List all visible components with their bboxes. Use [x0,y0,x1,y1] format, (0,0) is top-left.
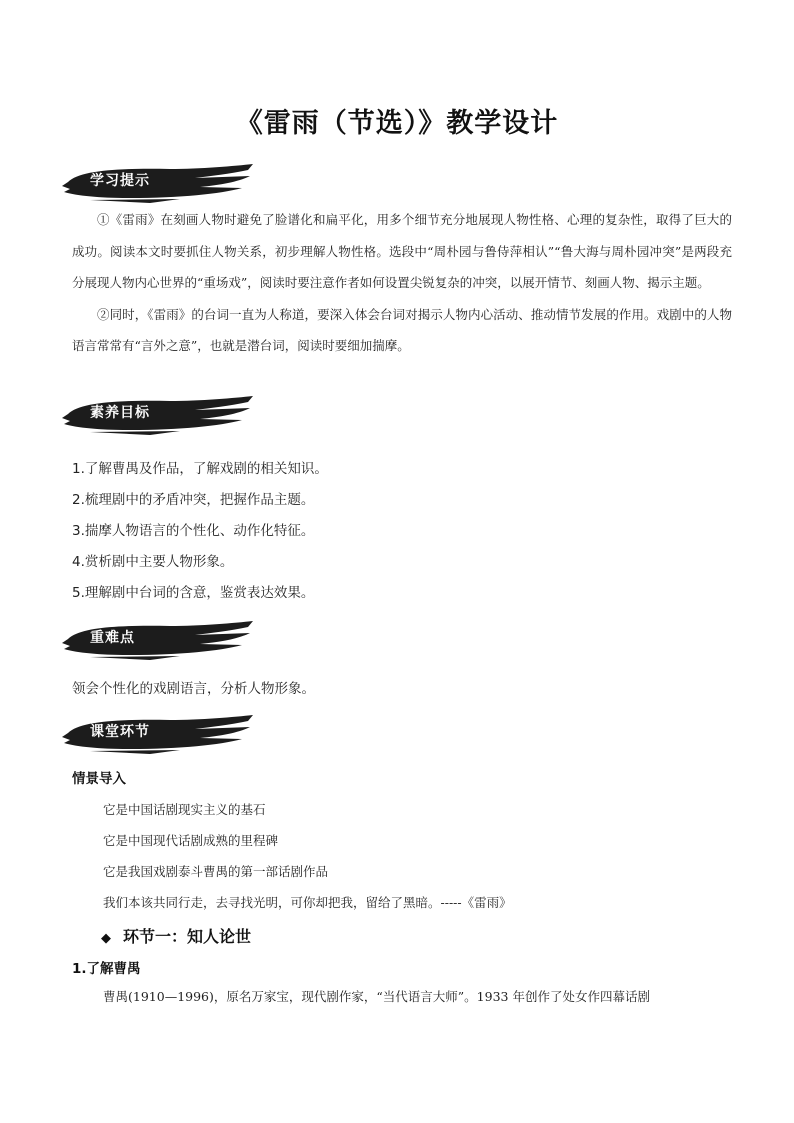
intro-line: 它是我国戏剧泰斗曹禺的第一部话剧作品 [103,864,329,879]
key-points-text: 领会个性化的戏剧语言，分析人物形象。 [72,681,315,697]
body-text: 曹禺(1910—1996)，原名万家宝，现代剧作家，“当代语言大师”。1933 年创作了处女作四幕话剧 [103,989,650,1004]
goal-item: 4.赏析剧中主要人物形象。 [72,554,234,570]
paragraph: ②同时，《雷雨》的台词一直为人称道，要深入体会台词对揭示人物内心活动、推动情节发展的作用。戏剧中的人物语言常常有“言外之意”，也就是潜台词，阅读时要细加揣摩。 [72,306,732,353]
section-banner-key-points [60,617,255,661]
intro-line: 它是中国现代话剧成熟的里程碑 [103,833,279,848]
intro-line: 它是中国话剧现实主义的基石 [103,802,266,817]
section-label: 课堂环节 [90,724,150,740]
learning-tips-text [72,204,732,362]
step-heading [101,924,251,947]
section-label: 重难点 [90,630,135,646]
step-title: 环节一：知人论世 [123,927,252,946]
goal-item: 3.揣摩人物语言的个性化、动作化特征。 [72,523,315,539]
diamond-icon: ◆ [101,931,111,946]
intro-heading: 情景导入 [72,771,126,787]
paragraph: ①《雷雨》在刻画人物时避免了脸谱化和扁平化，用多个细节充分地展现人物性格、心理的复杂性，取得了巨大的成功。阅读本文时要抓住人物关系，初步理解人物性格。选段中“周朴园与鲁侍萍相认”“鲁大海与周朴园冲突”是两段充分展现人物内心世界的“重场戏”，阅读时要注意作者如何设置尖锐复杂的冲突，以展开情节、刻画人物、揭示主题。 [72,212,732,290]
section-banner-learning-tips [60,160,255,204]
section-banner-goals [60,392,255,436]
intro-line: 我们本该共同行走，去寻找光明，可你却把我，留给了黑暗。-----《雷雨》 [103,895,512,910]
section-label: 学习提示 [90,173,150,189]
section-banner-class-steps [60,711,255,755]
section-label: 素养目标 [90,405,150,421]
page-title: 《雷雨（节选）》教学设计 [235,108,559,139]
goal-item: 1.了解曹禺及作品，了解戏剧的相关知识。 [72,461,328,477]
step-subheading: 1.了解曹禺 [72,961,141,977]
goal-item: 2.梳理剧中的矛盾冲突，把握作品主题。 [72,492,315,508]
goal-item: 5.理解剧中台词的含意，鉴赏表达效果。 [72,585,315,601]
